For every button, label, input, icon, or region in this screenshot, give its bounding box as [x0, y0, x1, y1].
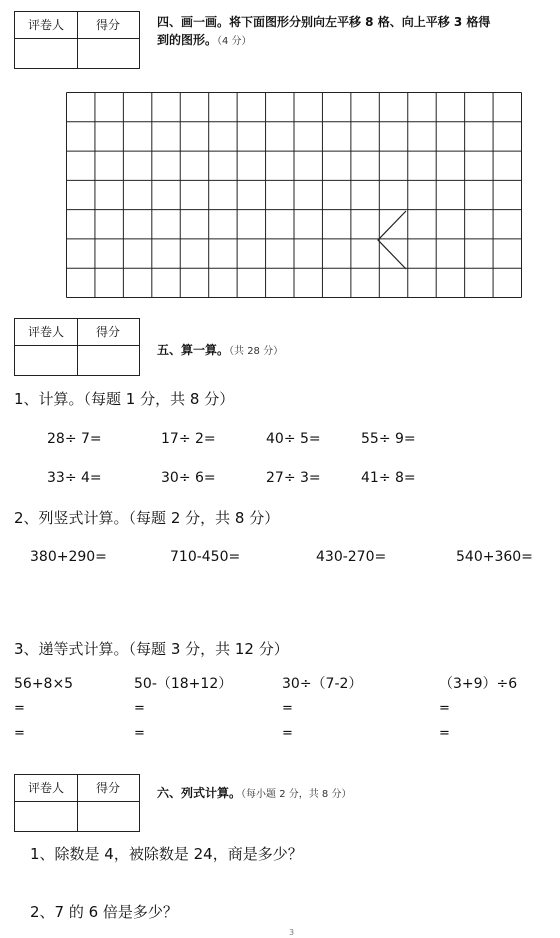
- q1-item: 33÷ 4=: [47, 470, 102, 486]
- score-label: 得分: [95, 325, 120, 339]
- q2-item: 430-270=: [316, 549, 387, 565]
- equals-sign: =: [282, 701, 293, 716]
- q1-item: 28÷ 7=: [47, 431, 102, 447]
- section5-title: [157, 341, 283, 361]
- q2-item: 540+360=: [456, 549, 533, 565]
- q2-item: 380+290=: [30, 549, 107, 565]
- grader-divider-v: [77, 319, 78, 375]
- q3-item: 50-（18+12）: [134, 676, 233, 692]
- section4-title: [157, 13, 547, 51]
- section6-title-text: 六、列式计算。: [157, 786, 242, 800]
- equals-sign: =: [439, 701, 450, 716]
- section6-points: （每小题 2 分，共 8 分）: [241, 789, 352, 800]
- section4-title-line2: 到的图形。: [157, 33, 218, 47]
- score-label: 得分: [95, 18, 120, 32]
- grid-lines: [67, 93, 522, 298]
- section4-points: （4 分）: [217, 36, 252, 47]
- q3-item: 56+8×5: [14, 676, 74, 692]
- section5-points: （共 28 分）: [229, 346, 284, 357]
- section6-title: [157, 784, 351, 804]
- grader-box-section6: [14, 774, 140, 832]
- page-number: 3: [289, 928, 295, 937]
- q3-heading: 3、递等式计算。（每题 3 分，共 12 分）: [14, 640, 289, 658]
- q2-item: 710-450=: [170, 549, 241, 565]
- q1-heading: 1、计算。（每题 1 分，共 8 分）: [14, 390, 235, 408]
- reviewer-label: 评卷人: [27, 781, 64, 795]
- section5-title-text: 五、算一算。: [157, 343, 230, 357]
- grader-divider-v: [77, 775, 78, 831]
- q1-item: 40÷ 5=: [266, 431, 321, 447]
- q1-item: 30÷ 6=: [161, 470, 216, 486]
- score-label: 得分: [95, 781, 120, 795]
- equals-sign: =: [134, 701, 145, 716]
- word-problem-1: 1、除数是 4，被除数是 24，商是多少？: [30, 845, 303, 863]
- reviewer-label: 评卷人: [27, 325, 64, 339]
- equals-sign: =: [14, 701, 25, 716]
- q1-item: 41÷ 8=: [361, 470, 416, 486]
- equals-sign: =: [282, 726, 293, 741]
- v-shape-figure: [378, 211, 406, 269]
- grader-box-section5: [14, 318, 140, 376]
- q3-item: （3+9）÷6: [439, 676, 518, 692]
- reviewer-label: 评卷人: [27, 18, 64, 32]
- q1-item: 27÷ 3=: [266, 470, 321, 486]
- section4-title-line1: 四、画一画。将下面图形分别向左平移 8 格、向上平移 3 格得: [157, 15, 491, 29]
- grader-box-section4: [14, 11, 140, 69]
- translation-grid: [66, 92, 522, 298]
- equals-sign: =: [439, 726, 450, 741]
- equals-sign: =: [14, 726, 25, 741]
- q1-item: 17÷ 2=: [161, 431, 216, 447]
- q2-heading: 2、列竖式计算。（每题 2 分，共 8 分）: [14, 509, 280, 527]
- grader-divider-v: [77, 12, 78, 68]
- word-problem-2: 2、7 的 6 倍是多少？: [30, 903, 178, 921]
- equals-sign: =: [134, 726, 145, 741]
- q3-item: 30÷（7-2）: [282, 676, 363, 692]
- q1-item: 55÷ 9=: [361, 431, 416, 447]
